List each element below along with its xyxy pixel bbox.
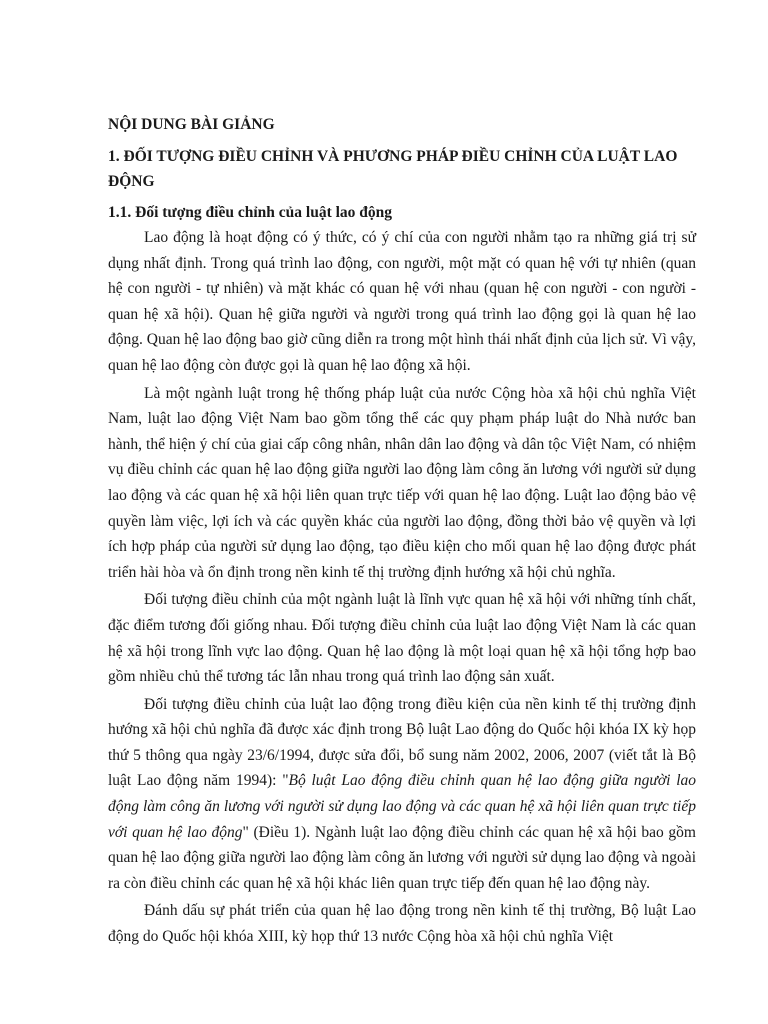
paragraph-3: Đối tượng điều chỉnh của một ngành luật là lĩnh vực quan hệ xã hội với những tính chất, đặc điểm tương đối giống nhau. Đối tượng điều chỉnh của luật lao động Việt Nam là các quan hệ xã hội trong lĩnh vực lao động. Quan hệ lao động là một loại quan hệ xã hội tổng hợp bao gồm nhiều chủ thể tương tác lẫn nhau trong quá trình lao động sản xuất. bbox=[108, 591, 696, 686]
subsection-heading-1-1: 1.1. Đối tượng điều chỉnh của luật lao động bbox=[108, 204, 393, 221]
paragraph-1: Lao động là hoạt động có ý thức, có ý chí của con người nhằm tạo ra những giá trị sử dụng nhất định. Trong quá trình lao động, con người, một mặt có quan hệ với tự nhiên (quan hệ con người - tự nhiên) và mặt khác có quan hệ với nhau (quan hệ con người - con người - quan hệ xã hội). Quan hệ giữa người và người trong quá trình lao động gọi là quan hệ lao động. Quan hệ lao động bao giờ cũng diễn ra trong một hình thái nhất định của lịch sử. Vì vậy, quan hệ lao động còn được gọi là quan hệ lao động xã hội. bbox=[108, 229, 696, 374]
paragraph-4-text-a: Đối tượng điều chỉnh của luật lao động trong điều kiện của nền kinh tế thị trường định hướng xã hội chủ nghĩa đã được xác định trong Bộ luật Lao động do Quốc hội khóa IX kỳ họp thứ 5 thông qua ngày 23/6/1994, được sửa đổi, bổ sung năm 2002, 2006, 2007 (viết tắt là Bộ luật Lao động năm 1994): " bbox=[108, 695, 696, 790]
paragraph-4 bbox=[108, 692, 696, 897]
section-heading-1: 1. ĐỐI TƯỢNG ĐIỀU CHỈNH VÀ PHƯƠNG PHÁP ĐIỀU CHỈNH CỦA LUẬT LAO ĐỘNG bbox=[108, 148, 678, 190]
paragraph-4-text-b: " (Điều 1). Ngành luật lao động điều chỉnh các quan hệ xã hội bao gồm quan hệ lao động giữa người lao động làm công ăn lương với người sử dụng lao động và ngoài ra còn điều chỉnh các quan hệ xã hội khác liên quan trực tiếp đến quan hệ lao động này. bbox=[108, 823, 696, 892]
paragraph-2: Là một ngành luật trong hệ thống pháp luật của nước Cộng hòa xã hội chủ nghĩa Việt Nam, luật lao động Việt Nam bao gồm tổng thể các quy phạm pháp luật do Nhà nước ban hành, thể hiện ý chí của giai cấp công nhân, nhân dân lao động và dân tộc Việt Nam, có nhiệm vụ điều chỉnh các quan hệ lao động giữa người lao động làm công ăn lương với người sử dụng lao động và các quan hệ xã hội liên quan trực tiếp với quan hệ lao động. Luật lao động bảo vệ quyền làm việc, lợi ích và các quyền khác của người lao động, đồng thời bảo vệ quyền và lợi ích hợp pháp của người sử dụng lao động, tạo điều kiện cho mối quan hệ lao động được phát triển hài hòa và ổn định trong nền kinh tế thị trường định hướng xã hội chủ nghĩa. bbox=[108, 384, 696, 581]
document-title: NỘI DUNG BÀI GIẢNG bbox=[108, 116, 275, 133]
paragraph-4-quote: Bộ luật Lao động điều chỉnh quan hệ lao động giữa người lao động làm công ăn lương với người sử dụng lao động và các quan hệ xã hội liên quan trực tiếp với quan hệ lao động bbox=[108, 772, 697, 841]
paragraph-5: Đánh dấu sự phát triển của quan hệ lao động trong nền kinh tế thị trường, Bộ luật Lao động do Quốc hội khóa XIII, kỳ họp thứ 13 nước Cộng hòa xã hội chủ nghĩa Việt bbox=[108, 902, 696, 946]
document-body bbox=[108, 112, 696, 952]
